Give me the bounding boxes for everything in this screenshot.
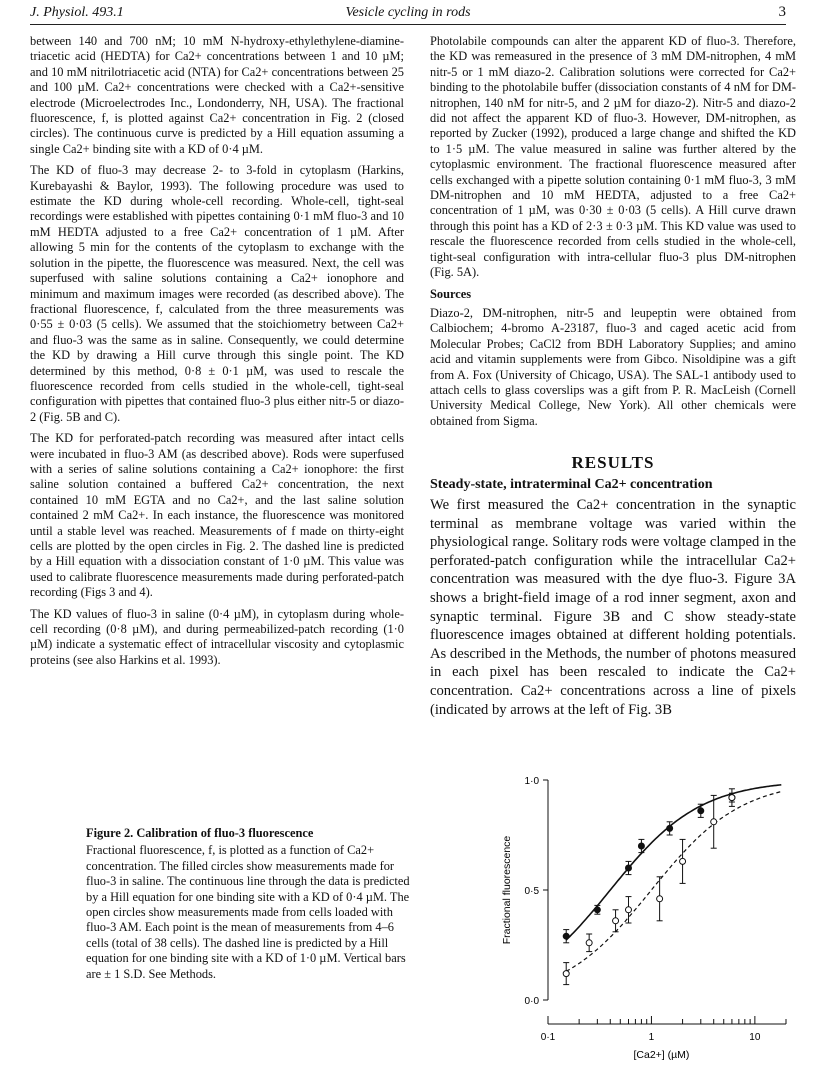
left-column: [30, 34, 404, 674]
filled-data-point: [638, 843, 644, 849]
open-data-point: [657, 896, 663, 902]
filled-data-point: [563, 933, 569, 939]
results-subheading: Steady-state, intraterminal Ca2+ concentration: [430, 476, 713, 492]
filled-data-point: [667, 825, 673, 831]
open-data-point: [680, 858, 686, 864]
figure-caption: [86, 826, 412, 982]
y-tick-label: 0·5: [524, 886, 539, 897]
open-data-point: [625, 907, 631, 913]
calibration-chart: [486, 770, 796, 1060]
y-tick-label: 0·0: [524, 996, 539, 1007]
paragraph: between 140 and 700 nM; 10 mM N-hydroxy-ethylethylene-diamine-triacetic acid (HEDTA) for Ca2+ concentrations between 1 and 10 µM; and 10 mM nitrilotriacetic acid (NTA) for Ca2+ concentrations between 25 and 100 µM. Ca2+ concentrations were checked with a Ca2+-sensitive electrode (Microelectrodes Inc., Londonderry, NH, USA). The fractional fluorescence, f, is plotted against Ca2+ concentration in Fig. 2 (closed circles). The continuous curve is predicted by a Hill equation assuming a single Ca2+ binding site with a KD of 0·4 µM.: [30, 34, 404, 156]
filled-data-point: [594, 907, 600, 913]
x-axis-label: [Ca2+] (µM): [633, 1049, 690, 1060]
open-data-point: [563, 971, 569, 977]
open-data-point: [711, 819, 717, 825]
paragraph: The KD values of fluo-3 in saline (0·4 µM), in cytoplasm during whole-cell recording (0·8 µM), and during permeabilized-patch recording (1·0 µM) indicate a systematic effect of intracellular viscosity and cytoplasmic proteins (see also Harkins et al. 1993).: [30, 606, 404, 667]
sources-heading: Sources: [430, 286, 472, 301]
open-data-point: [586, 940, 592, 946]
results-paragraph: We first measured the Ca2+ concentration in the synaptic terminal as membrane voltage was varied within the physiological range. Solitary rods were voltage clamped in the perforated-patch configuration while the intracellular Ca2+ concentration was measured with the dye fluo-3. Figure 3A shows a bright-field image of a rod inner segment, axon and synaptic terminal. Figure 3B and C show steady-state fluorescence images obtained at different holding potentials. As described in the Methods, the number of photons measured in each pixel has been rescaled to indicate the Ca2+ concentration. Ca2+ concentrations across a line of pixels (indicated by arrows at the left of Fig. 3B: [430, 496, 796, 718]
y-axis-label: Fractional fluorescence: [501, 835, 513, 945]
running-title: Vesicle cycling in rods: [345, 5, 471, 20]
open-data-point: [729, 795, 735, 801]
filled-data-point: [625, 865, 631, 871]
filled-data-point: [698, 808, 704, 814]
results-heading: RESULTS: [571, 453, 655, 473]
paragraph: Photolabile compounds can alter the apparent KD of fluo-3. Therefore, the KD was remeasured in the presence of 3 mM DM-nitrophen, 4 mM nitr-5 or 1 mM diazo-2. Calibration solutions were corrected for Ca2+ binding to the photolabile buffer (dissociation constants of 4 nM for DM-nitrophen, 140 nM for nitr-5, and 2 µM for diazo-2). Nitr-5 and diazo-2 did not affect the apparent KD of fluo-3. However, DM-nitrophen, as reported by Zucker (1992), produced a large change and shifted the KD to 1·5 µM. The value measured in saline was further altered by the cytoplasmic environment. The fractional fluorescence measured after cells exchanged with a pipette solution containing 0·1 mM fluo-3, 3 mM DM-nitrophen and 10 mM HEDTA, adjusted to a free Ca2+ concentration of 1 µM, was 0·30 ± 0·03 (5 cells). A Hill curve drawn through this point has a KD of 2·3 ± 0·3 µM. This KD value was used to rescale the fluorescence recorded from cells studied in the whole-cell, tight-seal configuration with intra-cellular fluo-3 plus DM-nitrophen (Fig. 5A).: [430, 34, 796, 280]
journal-name: J. Physiol. 493.1: [30, 5, 124, 20]
running-header: [30, 4, 786, 25]
open-data-point: [613, 918, 619, 924]
paragraph: The KD for perforated-patch recording was measured after intact cells were incubated in fluo-3 AM (as described above). Rods were superfused with a series of saline solutions containing a Ca2+ ionophore: the first saline solution contained a buffered Ca2+ concentration, the next contained 10 mM EGTA and no Ca2+, and the last saline solution contained 2 mM Ca2+. In each instance, the fluorescence was monitored until a stable level was reached. Measurements of f made on thirty-eight cells are plotted by the open circles in Fig. 2. The dashed line is predicted by a Hill equation with a dissociation constant of 1·0 µM. This value was used to calibrate fluorescence measurements made during perforated-patch recording (Figs 3 and 4).: [30, 431, 404, 600]
x-tick-label: 0·1: [540, 1032, 556, 1043]
x-tick-label: 10: [749, 1032, 761, 1043]
fit-curve-dashed: [566, 792, 781, 972]
caption-title: Figure 2. Calibration of fluo-3 fluorescence: [86, 826, 314, 840]
right-column: [430, 34, 796, 725]
x-tick-label: 1: [648, 1032, 655, 1043]
page-number: 3: [778, 4, 786, 20]
paragraph: The KD of fluo-3 may decrease 2- to 3-fold in cytoplasm (Harkins, Kurebayashi & Baylor, 1993). The following procedure was used to estimate the KD during whole-cell recording. Whole-cell, tight-seal recordings were established with pipettes containing 0·1 mM fluo-3 and 10 mM HEDTA adjusted to a free Ca2+ concentration of 1 µM. After allowing 5 min for the contents of the cytoplasm to exchange with the solution in the pipette, the fluorescence was measured. Next, the cell was superfused with saline solutions containing a Ca2+ ionophore and minimum and maximum images were recorded (as described above). The fractional fluorescence, f, calculated from the three measurements was 0·55 ± 0·03 (5 cells). We assumed that the stoichiometry between Ca2+ and fluo-3 was the same as in saline. Consequently, we could determine the KD by drawing a Hill curve through this single point. The KD determined by this method, 0·8 ± 0·1 µM, was used to rescale the fluorescence recorded from cells studied in the whole-cell, tight-seal configuration with pipettes that contained fluo-3 plus either nitr-5 or diazo-2 (Fig. 5B and C).: [30, 163, 404, 424]
sources-paragraph: Diazo-2, DM-nitrophen, nitr-5 and leupeptin were obtained from Calbiochem; 4-bromo A-23187, fluo-3 and caged acetic acid from Molecular Probes; CaCl2 from BDH Laboratory Supplies; and amino acid and vitamin supplements were from Gibco. Nisoldipine was a gift from A. Fox (University of Chicago, USA). The SAL-1 antibody used to attach cells to glass coverslips was a gift from P. R. MacLeish (Cornell University Medical College, New York). All other chemicals were obtained from Sigma.: [430, 305, 796, 428]
y-tick-label: 1·0: [524, 776, 539, 787]
caption-text: Fractional fluorescence, f, is plotted as a function of Ca2+ concentration. The filled circles show measurements made for fluo-3 in saline. The continuous line through the data is predicted by a Hill equation for one binding site with a KD of 0·4 µM. The open circles show measurements made from cells loaded with fluo-3 AM. Each point is the mean of measurements from 4–6 cells (total of 38 cells). The dashed line is predicted by a Hill equation for one binding site with a KD of 1·0 µM. Vertical bars are ± 1 S.D. See Methods.: [86, 843, 410, 981]
